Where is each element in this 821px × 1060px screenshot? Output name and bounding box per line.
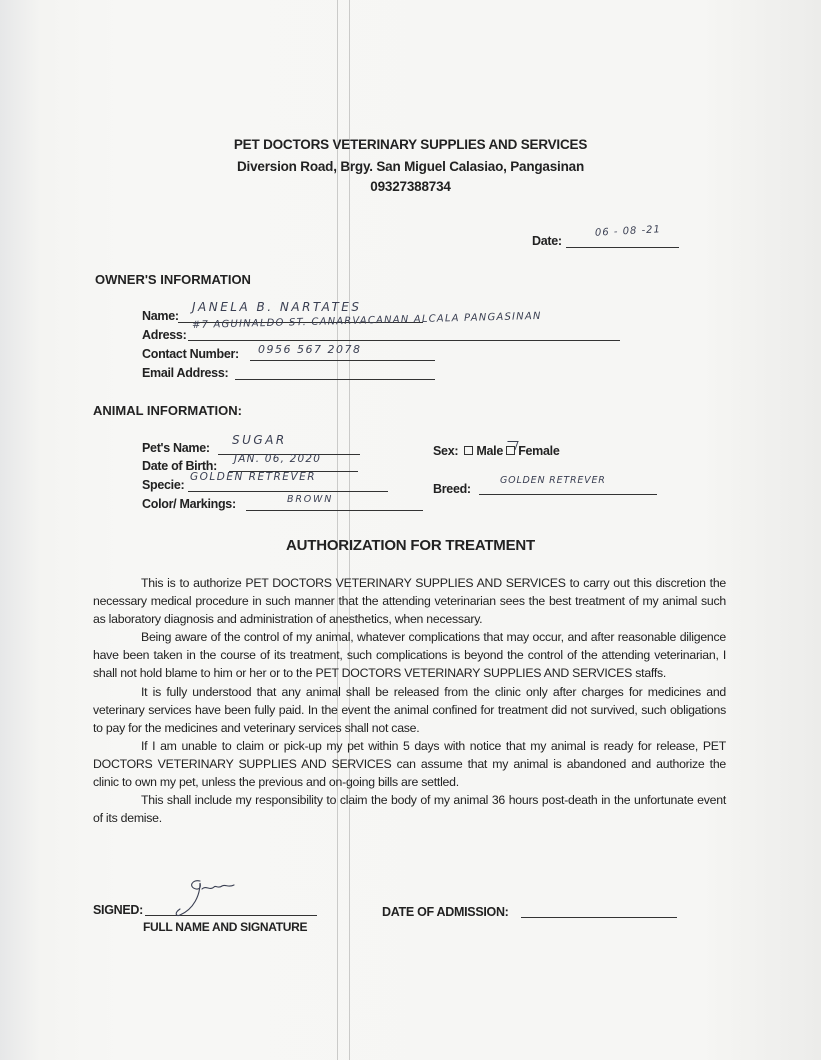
authorization-paragraph: This is to authorize PET DOCTORS VETERINARY SUPPLIES AND SERVICES to carry out this discretion the necessary medical procedure in such manner that the attending veterinarian sees the best treatment of my animal such as laboratory diagnosis and administration of anesthetics, when necessary. <box>93 576 726 627</box>
dob-value[interactable]: JAN. 06, 2020 <box>234 453 322 465</box>
sex-male-checkbox[interactable] <box>464 446 473 455</box>
email-label: Email Address: <box>142 366 229 380</box>
admission-date-label: DATE OF ADMISSION: <box>382 905 509 919</box>
email-line <box>235 379 435 380</box>
color-markings-label: Color/ Markings: <box>142 497 236 511</box>
specie-value[interactable]: GOLDEN RETREVER <box>190 471 317 483</box>
contact-number-label: Contact Number: <box>142 347 239 361</box>
color-markings-line <box>246 510 423 511</box>
breed-label: Breed: <box>433 482 471 496</box>
sex-female-label: Female <box>518 444 560 458</box>
animal-section-title: ANIMAL INFORMATION: <box>93 403 242 418</box>
business-phone: 09327388734 <box>370 179 451 194</box>
handwritten-signature[interactable] <box>170 873 250 918</box>
sex-label: Sex: <box>433 444 459 458</box>
specie-label: Specie: <box>142 478 185 492</box>
owner-address-value[interactable]: #7 AGUINALDO ST. CANARVACANAN ALCALA PANGASINAN <box>191 310 542 331</box>
authorization-paragraph: It is fully understood that any animal shall be released from the clinic only after charges for medicines and veterinary services have been fully paid. In the event the animal confined for treatment did not survived, such obligations to pay for the medicines and veterinary services shall not case. <box>93 684 726 735</box>
authorization-paragraph: This shall include my responsibility to claim the body of my animal 36 hours post-death in the unfortunate event of its demise. <box>93 793 726 826</box>
owner-name-value[interactable]: JANELA B. NARTATES <box>192 300 362 314</box>
business-address: Diversion Road, Brgy. San Miguel Calasiao, Pangasinan <box>237 159 584 174</box>
specie-line <box>188 491 388 492</box>
authorization-title: AUTHORIZATION FOR TREATMENT <box>285 537 535 554</box>
owner-address-line <box>188 340 620 341</box>
date-value[interactable]: 06 - 08 -21 <box>594 224 662 239</box>
sex-female-checkbox[interactable] <box>506 446 515 455</box>
pet-name-value[interactable]: SUGAR <box>232 433 287 447</box>
authorization-paragraph: Being aware of the control of my animal, whatever complications that may occur, and after reasonable diligence have been taken in the course of its treatment, such complications is beyond the control of the attending veterinarian, I shall not hold blame to him or her or to the PET DOCTORS VETERINARY SUPPLIES AND SERVICES staffs. <box>93 630 726 681</box>
sex-male-label: Male <box>476 444 503 458</box>
dob-label: Date of Birth: <box>142 459 217 473</box>
contact-number-line <box>250 360 435 361</box>
admission-date-line <box>521 917 677 918</box>
owner-section-title: OWNER'S INFORMATION <box>95 272 251 287</box>
signature-caption: FULL NAME AND SIGNATURE <box>143 920 308 934</box>
breed-line <box>479 494 657 495</box>
signed-label: SIGNED: <box>93 903 143 917</box>
breed-value[interactable]: GOLDEN RETREVER <box>500 475 606 486</box>
authorization-paragraph: If I am unable to claim or pick-up my pet within 5 days with notice that my animal is ready for release, PET DOCTORS VETERINARY SUPPLIES AND SERVICES can assume that my animal is abandoned and authorize the clinic to own my pet, unless the previous and on-going bills are settled. <box>93 738 726 790</box>
contact-number-value[interactable]: 0956 567 2078 <box>258 343 362 356</box>
owner-name-label: Name: <box>142 309 179 323</box>
sex-field <box>433 444 559 458</box>
pet-name-label: Pet's Name: <box>142 441 210 455</box>
business-name: PET DOCTORS VETERINARY SUPPLIES AND SERVICES <box>233 137 588 152</box>
color-markings-value[interactable]: BROWN <box>287 494 334 505</box>
owner-address-label: Adress: <box>142 328 187 342</box>
date-line <box>566 247 679 248</box>
date-label: Date: <box>532 234 562 248</box>
authorization-body <box>93 574 726 827</box>
